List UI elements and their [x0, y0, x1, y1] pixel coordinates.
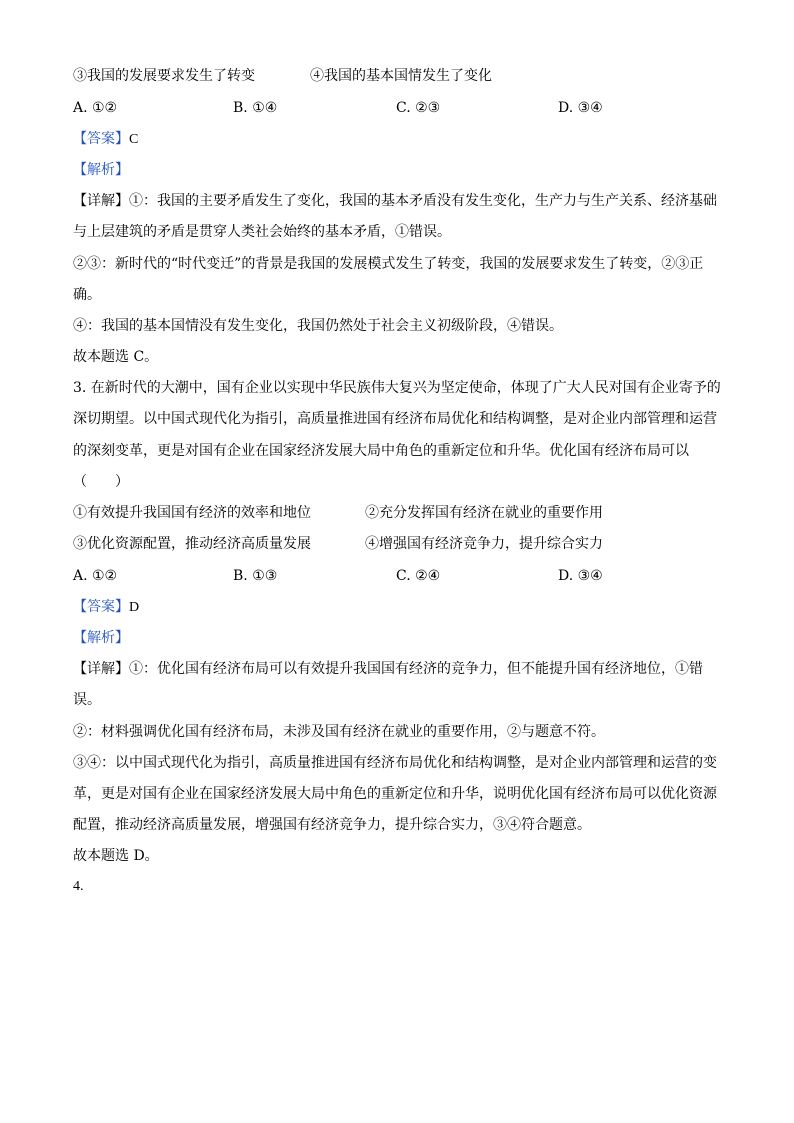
q3-stem-line-2: 深切期望。以中国式现代化为指引，高质量推进国有经济布局优化和结构调整，是对企业内部管理和运营: [73, 411, 717, 427]
q3-detail-3c: 配置，推动经济高质量发展，增强国有经济竞争力，提升综合实力，③④符合题意。: [73, 817, 591, 833]
q2-choice-c: C. ②③: [396, 100, 441, 116]
q3-answer: [73, 597, 734, 617]
q2-answer-value: C: [129, 132, 139, 147]
q2-options-row-2: [73, 66, 734, 86]
q3-answer-value: D: [129, 600, 140, 615]
q2-detail-1a: 【详解】①：我国的主要矛盾发生了变化，我国的基本矛盾没有发生变化，生产力与生产关系、经济基础: [73, 193, 717, 209]
q2-choice-d: D. ③④: [558, 100, 603, 116]
q3-detail-2: ②：材料强调优化国有经济布局，未涉及国有经济在就业的重要作用，②与题意不符。: [73, 724, 605, 740]
q2-answer-label: 【答案】: [73, 131, 129, 147]
q3-choice-c: C. ②④: [396, 568, 441, 584]
q3-option-1: ①有效提升我国国有经济的效率和地位: [73, 505, 311, 521]
q2-detail-2b: 确。: [73, 287, 101, 303]
q3-detail-label: 【详解】: [73, 661, 129, 677]
q3-detail-1a: 【详解】①：优化国有经济布局可以有效提升我国国有经济的竞争力，但不能提升国有经济地位，①错: [73, 661, 703, 677]
q3-option-2: ②充分发挥国有经济在就业的重要作用: [365, 505, 603, 521]
q3-stem-line-1: 3. 在新时代的大潮中，国有企业以实现中华民族伟大复兴为坚定使命，体现了广大人民对国有企业寄予的: [73, 380, 721, 396]
q3-choice-d: D. ③④: [558, 568, 603, 584]
q3-detail-3b: 革，更是对国有企业在国家经济发展大局中角色的重新定位和升华，说明优化国有经济布局可以优化资源: [73, 786, 717, 802]
q2-detail-2a: ②③：新时代的“时代变迁”的背景是我国的发展模式发生了转变，我国的发展要求发生了转变，②③正: [73, 256, 704, 272]
q2-choices-row: [73, 98, 734, 118]
q2-answer: [73, 129, 734, 149]
q4-number: 4.: [73, 879, 84, 894]
q2-detail-3: ④：我国的基本国情没有发生变化，我国仍然处于社会主义初级阶段，④错误。: [73, 318, 563, 334]
q2-detail-label: 【详解】: [73, 193, 129, 209]
q3-detail-1b: 误。: [73, 692, 101, 708]
q2-choice-b: B. ①④: [233, 100, 278, 116]
q3-choice-b: B. ①③: [233, 568, 278, 584]
q2-conclusion: 故本题选 C。: [73, 349, 159, 365]
q3-answer-label: 【答案】: [73, 599, 129, 615]
q3-stem-line-4: （ ）: [73, 474, 129, 490]
q2-choice-a: A. ①②: [73, 100, 118, 116]
q3-choices-row: [73, 566, 734, 586]
q3-options-row-1: [73, 503, 734, 523]
q3-option-3: ③优化资源配置，推动经济高质量发展: [73, 536, 311, 552]
q3-detail-3a: ③④：以中国式现代化为指引，高质量推进国有经济布局优化和结构调整，是对企业内部管理和运营的变: [73, 755, 717, 771]
q2-analysis-label: 【解析】: [73, 162, 129, 178]
q2-option-4: ④我国的基本国情发生了变化: [310, 68, 492, 84]
q2-detail-1b: 与上层建筑的矛盾是贯穿人类社会始终的基本矛盾，①错误。: [73, 224, 451, 240]
q3-option-4: ④增强国有经济竞争力，提升综合实力: [365, 536, 603, 552]
q3-analysis-label: 【解析】: [73, 630, 129, 646]
q3-stem-line-3: 的深刻变革，更是对国有企业在国家经济发展大局中角色的重新定位和升华。优化国有经济布局可以: [73, 443, 689, 459]
q3-conclusion: 故本题选 D。: [73, 848, 159, 864]
q3-options-row-2: [73, 534, 734, 554]
q2-option-3: ③我国的发展要求发生了转变: [73, 68, 255, 84]
q3-choice-a: A. ①②: [73, 568, 118, 584]
